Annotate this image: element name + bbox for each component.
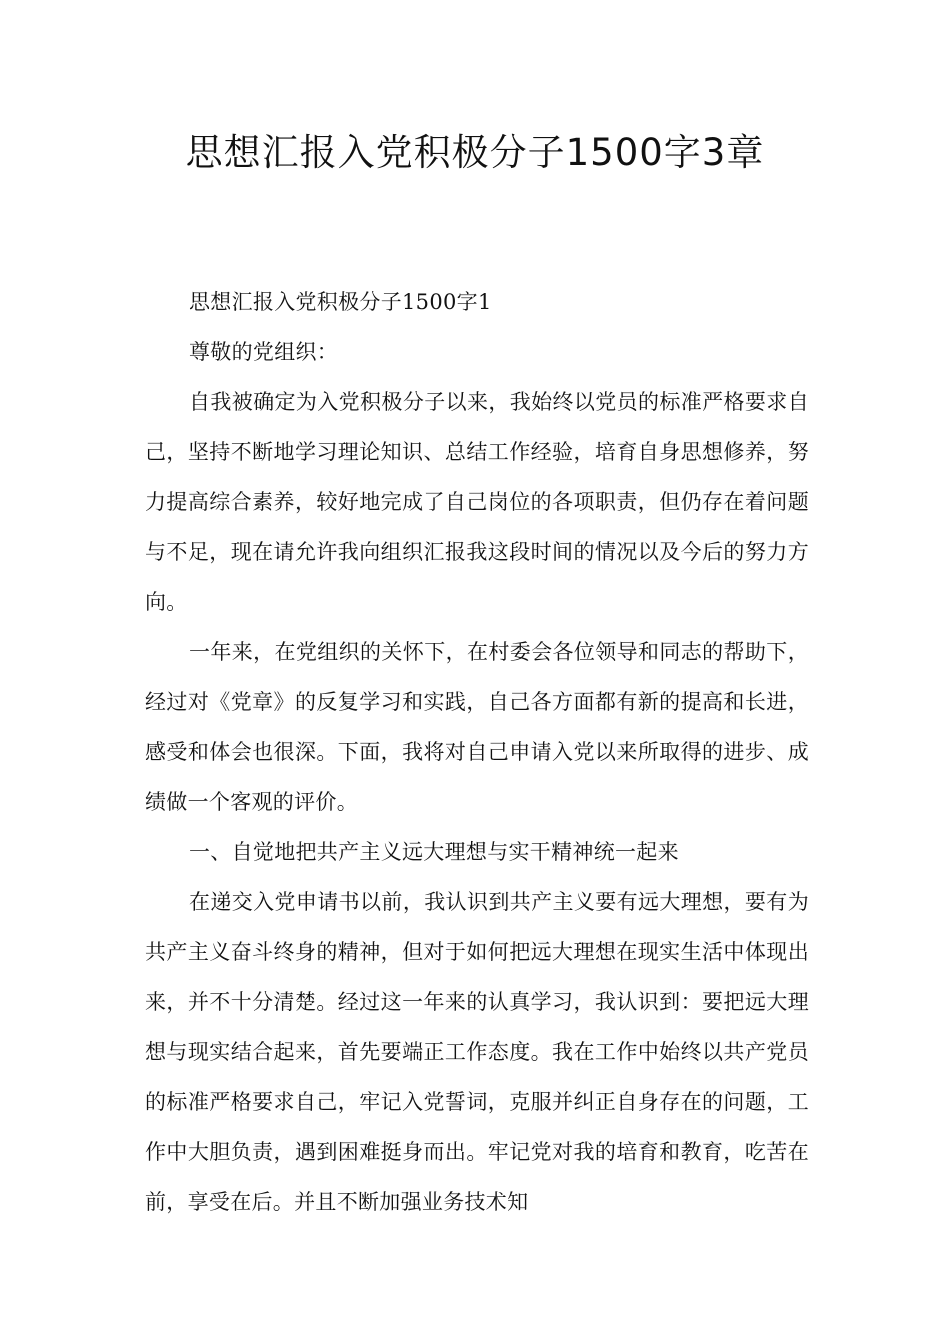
body-paragraph: 一年来，在党组织的关怀下，在村委会各位领导和同志的帮助下，经过对《党章》的反复学习和实践，自己各方面都有新的提高和长进，感受和体会也很深。下面，我将对自己申请入党以来所取得的进步、成绩做一个客观的评价。: [145, 640, 809, 814]
document-title: 思想汇报入党积极分子1500字3章: [185, 131, 765, 174]
body-paragraph: 在递交入党申请书以前，我认识到共产主义要有远大理想，要有为共产主义奋斗终身的精神，但对于如何把远大理想在现实生活中体现出来，并不十分清楚。经过这一年来的认真学习，我认识到：要把远大理想与现实结合起来，首先要端正工作态度。我在工作中始终以共产党员的标准严格要求自己，牢记入党誓词，克服并纠正自身存在的问题，工作中大胆负责，遇到困难挺身而出。牢记党对我的培育和教育，吃苦在前，享受在后。并且不断加强业务技术知: [145, 890, 809, 1214]
salutation: 尊敬的党组织：: [189, 340, 339, 364]
subheading: 一、自觉地把共产主义远大理想与实干精神统一起来: [189, 840, 679, 864]
document-body: [145, 277, 809, 1227]
body-paragraph: 自我被确定为入党积极分子以来，我始终以党员的标准严格要求自己，坚持不断地学习理论知识、总结工作经验，培育自身思想修养，努力提高综合素养，较好地完成了自己岗位的各项职责，但仍存在着问题与不足，现在请允许我向组织汇报我这段时间的情况以及今后的努力方向。: [145, 390, 809, 614]
section-heading: 思想汇报入党积极分子1500字1: [189, 290, 492, 314]
